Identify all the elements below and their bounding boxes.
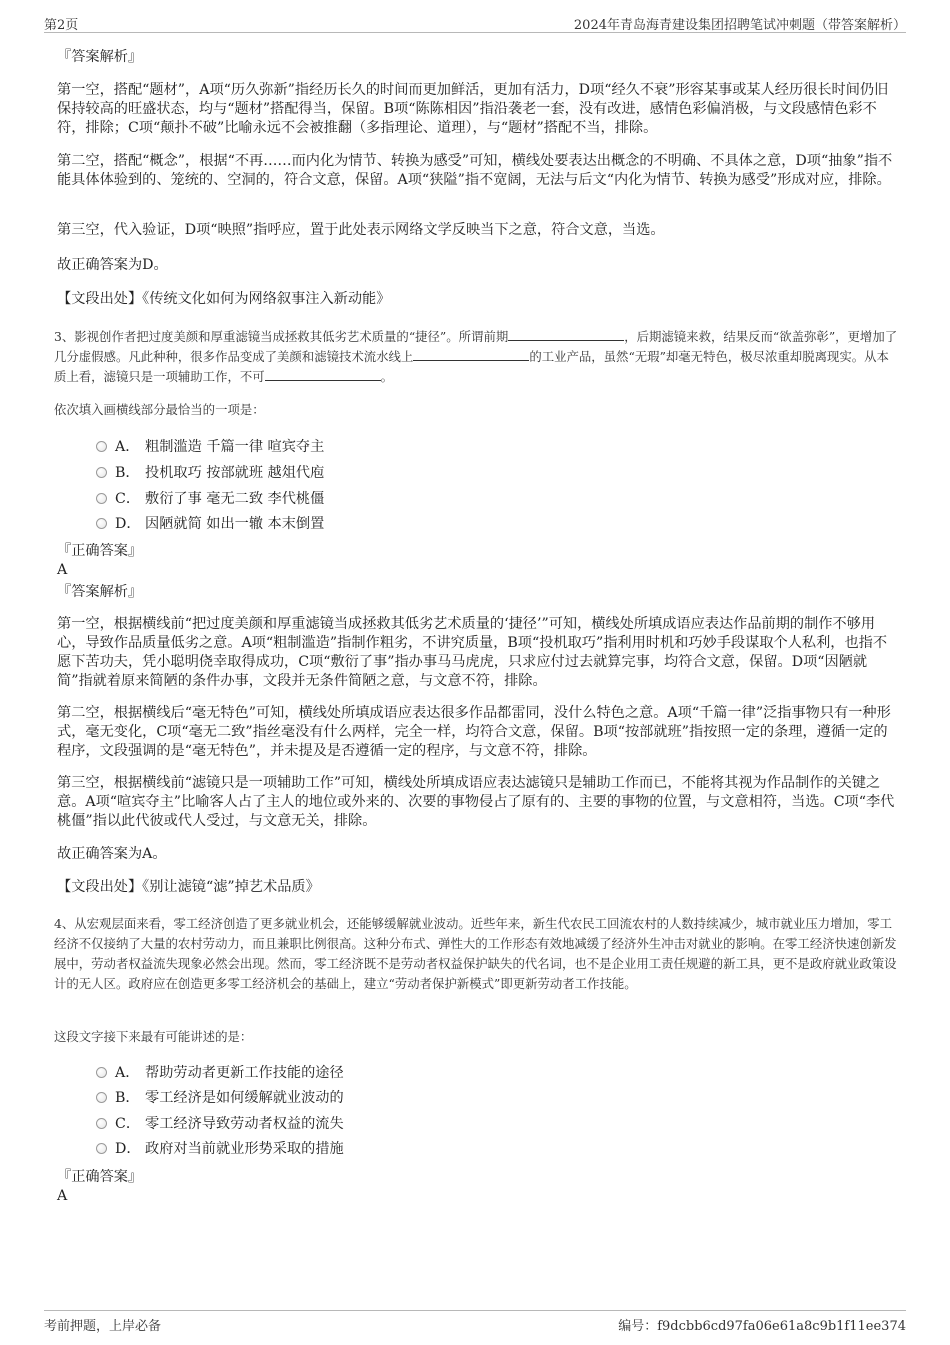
q3-analysis-p3: 第三空，根据横线前“滤镜只是一项辅助工作”可知，横线处所填成语应表达滤镜只是辅助工作而已，不能将其视为作品制作的关键之意。A项“喧宾夺主”比喻客人占了主人的地位或外来的、次要的事物侵占了原有的、主要的事物的位置，与文意相符，当选。C项“李代桃僵”指以此代彼或代人受过，与文意无关，排除。 <box>57 775 895 829</box>
page-footer <box>44 1310 906 1333</box>
radio-icon[interactable] <box>96 467 107 478</box>
q3-option-b[interactable]: B． 投机取巧 按部就班 越俎代庖 <box>96 463 324 483</box>
q3-answer-label: 『正确答案』 <box>57 543 143 559</box>
radio-icon[interactable] <box>96 1092 107 1103</box>
q2-analysis-p2: 第二空，搭配“概念”，根据“不再……而内化为情节、转换为感受”可知，横线处要表达出概念的不明确、不具体之意，D项“抽象”指不能具体体验到的、笼统的、空洞的，符合文意，保留。A项“狭隘”指不宽阔，无法与后文“内化为情节、转换为感受”形成对应，排除。 <box>57 153 893 188</box>
q4-answer-label: 『正确答案』 <box>57 1169 143 1185</box>
radio-icon[interactable] <box>96 441 107 452</box>
q3-question-text: 3、影视创作者把过度美颜和厚重滤镜当成拯救其低劣艺术质量的“捷径”。所谓前期 ，后期滤镜来救，结果反而“欲盖弥彰”，更增加了几分虚假感。凡此种种，很多作品变成了美颜和滤镜技术流水线上 的工业产品，虽然“无瑕”却毫无特色，极尽浓重却脱离现实。从本质上看，滤镜只是一项辅助工作，不可 。 <box>54 329 898 384</box>
q4-question-text: 4、从宏观层面来看，零工经济创造了更多就业机会，还能够缓解就业波动。近些年来，新生代农民工回流农村的人数持续减少，城市就业压力增加，零工经济不仅接纳了大量的农村劳动力，而且兼职比例很高。这种分布式、弹性大的工作形态有效地减缓了经济外生冲击对就业的影响。在零工经济快速创新发展中，劳动者权益流失现象必然会出现。然而，零工经济既不是劳动者权益保护缺失的代名词，也不是企业用工责任规避的新工具，更不是政府就业政策设计的无人区。政府应在创造更多零工经济机会的基础上，建立“劳动者保护新模式”即更新劳动者工作技能。 <box>54 916 897 991</box>
q2-conclusion: 故正确答案为D。 <box>57 257 168 273</box>
q4-option-c[interactable]: C． 零工经济导致劳动者权益的流失 <box>96 1114 344 1134</box>
q3-conclusion: 故正确答案为A。 <box>57 846 167 862</box>
q3-option-a[interactable]: A． 粗制滥造 千篇一律 喧宾夺主 <box>96 437 324 457</box>
q2-analysis-label: 『答案解析』 <box>57 49 143 65</box>
radio-icon[interactable] <box>96 1118 107 1129</box>
blank-1 <box>508 328 624 341</box>
q3-answer: A <box>57 562 68 578</box>
q4-prompt: 这段文字接下来最有可能讲述的是： <box>54 1029 253 1044</box>
q2-source: 【文段出处】《传统文化如何为网络叙事注入新动能》 <box>57 291 391 307</box>
q3-source: 【文段出处】《别让滤镜“滤”掉艺术品质》 <box>57 879 320 895</box>
radio-icon[interactable] <box>96 1143 107 1154</box>
page-header <box>44 12 906 33</box>
radio-icon[interactable] <box>96 493 107 504</box>
q4-answer: A <box>57 1188 68 1204</box>
q3-analysis-p2: 第二空，根据横线后“毫无特色”可知，横线处所填成语应表达很多作品都雷同，没什么特色之意。A项“千篇一律”泛指事物只有一种形式，毫无变化，C项“毫无二致”指丝毫没有什么两样，完全一样，均符合文意，保留。B项“按部就班”指按照一定的条理，遵循一定的程序，文段强调的是“毫无特色”，并未提及是否遵循一定的程序，与文意不符，排除。 <box>57 705 891 759</box>
radio-icon[interactable] <box>96 1067 107 1078</box>
q2-analysis-p3: 第三空，代入验证，D项“映照”指呼应，置于此处表示网络文学反映当下之意，符合文意，当选。 <box>57 222 665 238</box>
q3-prompt: 依次填入画横线部分最恰当的一项是： <box>54 402 265 417</box>
page-number: 第2页 <box>44 18 79 33</box>
blank-3 <box>265 368 381 381</box>
q3-option-c[interactable]: C． 敷衍了事 毫无二致 李代桃僵 <box>96 489 324 509</box>
q3-analysis-p1: 第一空，根据横线前“把过度美颜和厚重滤镜当成拯救其低劣艺术质量的‘捷径’”可知，横线处所填成语应表达作品前期的制作不够用心，导致作品质量低劣之意。A项“粗制滥造”指制作粗劣，不讲究质量，B项“投机取巧”指利用时机和巧妙手段谋取个人私利，也指不愿下苦功夫，凭小聪明侥幸取得成功，C项“敷衍了事”指办事马马虎虎，只求应付过去就算完事，均符合文意，保留。D项“因陋就简”指就着原来简陋的条件办事，文段并无条件简陋之意，与文意不符，排除。 <box>57 616 888 689</box>
q3-analysis-label: 『答案解析』 <box>57 584 143 600</box>
blank-2 <box>413 348 529 361</box>
q4-option-d[interactable]: D． 政府对当前就业形势采取的措施 <box>96 1139 344 1159</box>
document-title: 2024年青岛海青建设集团招聘笔试冲刺题（带答案解析） <box>573 18 906 33</box>
q2-analysis-p1: 第一空，搭配“题材”，A项“历久弥新”指经历长久的时间而更加鲜活，更加有活力，D项“经久不衰”形容某事或某人经历很长时间仍旧保持较高的旺盛状态，均与“题材”搭配得当，保留。B项“陈陈相因”指沿袭老一套，没有改进，感情色彩偏消极，与文段感情色彩不符，排除；C项“颠扑不破”比喻永远不会被推翻（多指理论、道理），与“题材”搭配不当，排除。 <box>57 82 889 136</box>
document-id: 编号：f9dcbb6cd97fa06e61a8c9b1f11ee374 <box>618 1319 906 1334</box>
radio-icon[interactable] <box>96 518 107 529</box>
q4-option-b[interactable]: B． 零工经济是如何缓解就业波动的 <box>96 1088 344 1108</box>
q4-option-a[interactable]: A． 帮助劳动者更新工作技能的途径 <box>96 1063 344 1083</box>
q3-option-d[interactable]: D． 因陋就简 如出一辙 本末倒置 <box>96 514 324 534</box>
footer-slogan: 考前押题，上岸必备 <box>44 1319 162 1334</box>
